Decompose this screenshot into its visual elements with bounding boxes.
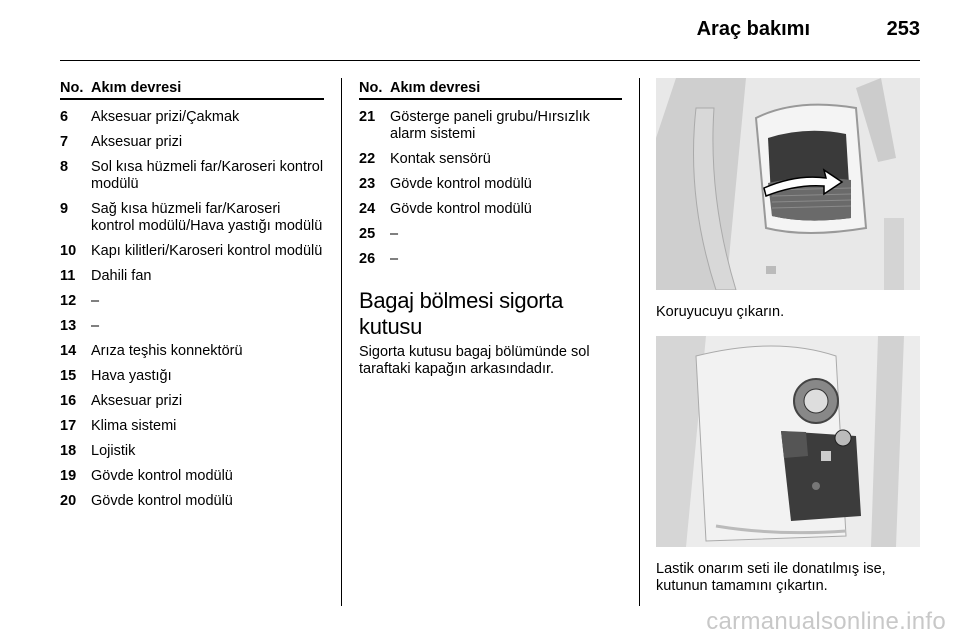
fuse-number: 14 (60, 343, 77, 359)
circuit-description: – (91, 318, 100, 334)
table-header (60, 78, 324, 100)
fuse-number: 19 (60, 468, 77, 484)
circuit-description: Hava yastığı (91, 368, 172, 384)
table-row (60, 468, 324, 485)
circuit-description: Gövde kontrol modülü (91, 493, 233, 509)
fuse-number: 20 (60, 493, 77, 509)
circuit-description: Aksesuar prizi (91, 134, 183, 150)
fuse-box-photo (656, 336, 920, 547)
fuse-number: 11 (60, 268, 76, 284)
header-circuit: Akım devresi (390, 80, 481, 96)
table-row (359, 109, 622, 143)
fuse-number: 25 (359, 226, 376, 242)
fuse-number: 24 (359, 201, 376, 217)
trunk-cover-illustration (656, 78, 920, 290)
fuse-number: 17 (60, 418, 77, 434)
circuit-description: – (91, 293, 100, 309)
table-row (60, 201, 324, 235)
fuse-number: 16 (60, 393, 77, 409)
fuse-number: 7 (60, 134, 69, 150)
fuse-number: 13 (60, 318, 77, 334)
fuse-number: 23 (359, 176, 376, 192)
circuit-description: Kontak sensörü (390, 151, 491, 167)
table-row (60, 109, 324, 126)
table-row (359, 151, 622, 168)
circuit-description: Kapı kilitleri/Karoseri kontrol modülü (91, 243, 323, 259)
table-row (359, 226, 622, 243)
fuse-number: 26 (359, 251, 376, 267)
column-divider (639, 78, 640, 606)
fuse-table-left (60, 78, 324, 510)
table-rows (60, 109, 324, 510)
table-header (359, 78, 622, 100)
table-row (60, 443, 324, 460)
table-row (60, 159, 324, 193)
watermark: carmanualsonline.info (706, 608, 946, 635)
table-rows (359, 109, 622, 268)
page-header (60, 0, 920, 60)
fuse-number: 22 (359, 151, 376, 167)
table-row (60, 393, 324, 410)
circuit-description: Gövde kontrol modülü (390, 176, 532, 192)
caption-second: Lastik onarım seti ile donatılmış ise, kutunun tamamını çıkartın. (656, 561, 886, 594)
table-row (359, 201, 622, 218)
circuit-description: Gövde kontrol modülü (390, 201, 532, 217)
table-row (60, 418, 324, 435)
header-no: No. (359, 80, 383, 96)
fuse-number: 12 (60, 293, 77, 309)
table-row (60, 293, 324, 310)
header-no: No. (60, 80, 84, 96)
header-rule (60, 60, 920, 61)
caption-first: Koruyucuyu çıkarın. (656, 304, 785, 320)
table-row (359, 251, 622, 268)
fuse-number: 8 (60, 159, 69, 175)
circuit-description: Sağ kısa hüzmeli far/Karoseri kontrol modülü/Hava yastığı modülü (91, 201, 323, 234)
fuse-number: 18 (60, 443, 77, 459)
fuse-number: 6 (60, 109, 69, 125)
table-row (359, 176, 622, 193)
section-heading: Bagaj bölmesi sigorta kutusu (359, 288, 564, 339)
circuit-description: Lojistik (91, 443, 136, 459)
circuit-description: Gösterge paneli grubu/Hırsızlık alarm sistemi (390, 109, 590, 142)
fuse-table-mid (359, 78, 622, 378)
circuit-description: Sol kısa hüzmeli far/Karoseri kontrol modülü (91, 159, 324, 192)
header-circuit: Akım devresi (91, 80, 182, 96)
fuse-number: 15 (60, 368, 77, 384)
table-row (60, 493, 324, 510)
circuit-description: Gövde kontrol modülü (91, 468, 233, 484)
photo-column (656, 78, 920, 595)
fuse-number: 21 (359, 109, 376, 125)
circuit-description: Aksesuar prizi/Çakmak (91, 109, 240, 125)
fuse-box-illustration (656, 336, 920, 547)
chapter-title: Araç bakımı (696, 18, 810, 40)
table-row (60, 134, 324, 151)
table-row (60, 343, 324, 360)
circuit-description: Aksesuar prizi (91, 393, 183, 409)
circuit-description: – (390, 226, 399, 242)
table-row (60, 318, 324, 335)
circuit-description: Dahili fan (91, 268, 152, 284)
page-number: 253 (886, 18, 920, 40)
column-divider (341, 78, 342, 606)
section-body: Sigorta kutusu bagaj bölümünde sol taraftaki kapağın arkasındadır. (359, 344, 590, 377)
circuit-description: Arıza teşhis konnektörü (91, 343, 243, 359)
circuit-description: – (390, 251, 399, 267)
table-row (60, 268, 324, 285)
fuse-number: 9 (60, 201, 69, 217)
trunk-cover-photo (656, 78, 920, 290)
table-row (60, 368, 324, 385)
fuse-number: 10 (60, 243, 77, 259)
table-row (60, 243, 324, 260)
circuit-description: Klima sistemi (91, 418, 177, 434)
